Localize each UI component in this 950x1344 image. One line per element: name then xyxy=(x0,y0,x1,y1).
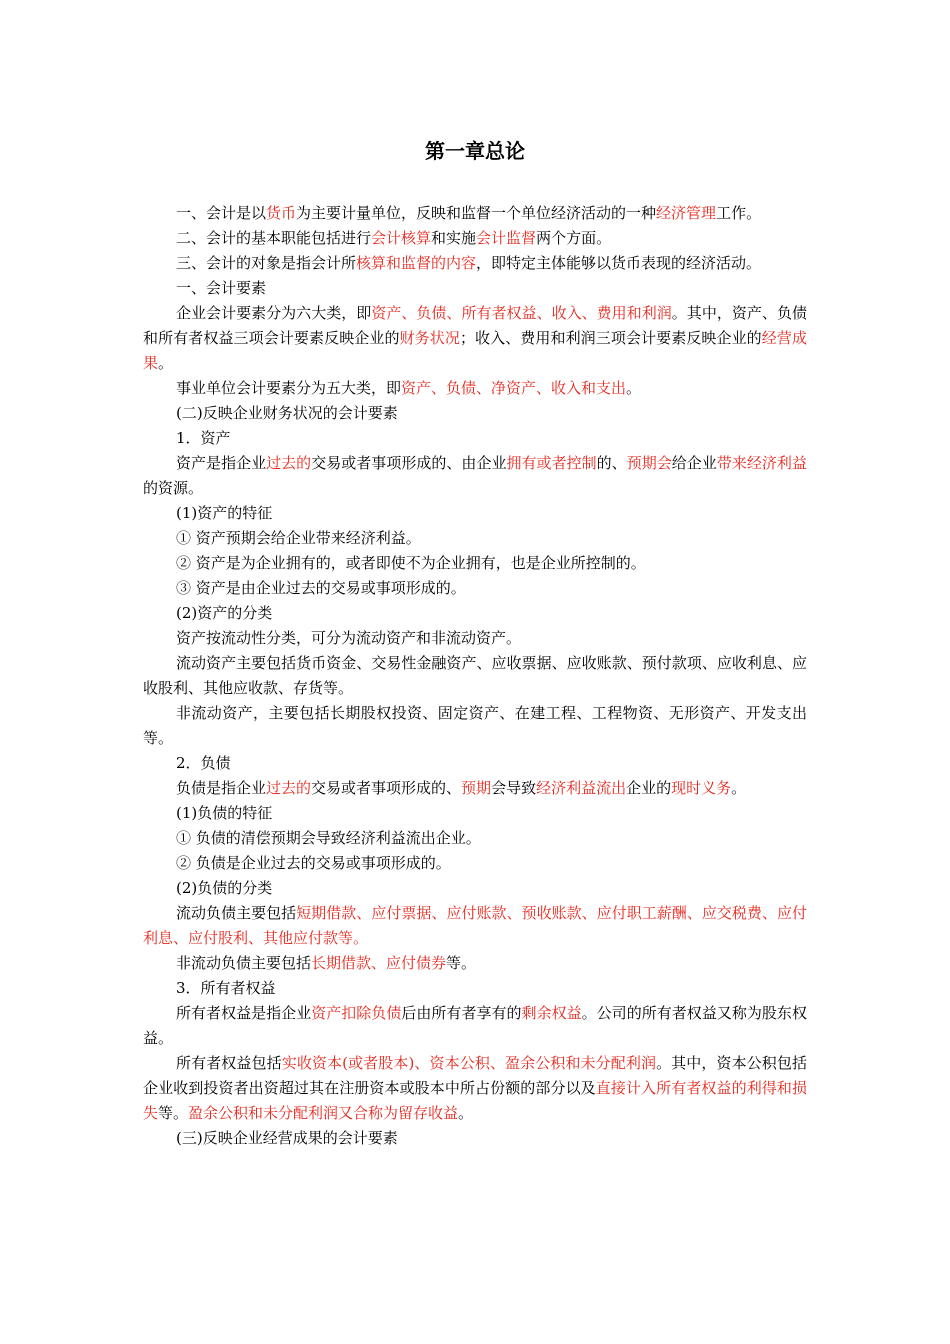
paragraph xyxy=(143,526,807,551)
paragraph xyxy=(143,651,807,701)
text-run: 。公司的所有者权益又称为股东权益。 xyxy=(143,1004,807,1047)
text-run: 两个方面。 xyxy=(536,229,612,247)
highlighted-text: 过去的 xyxy=(266,779,312,797)
highlighted-text: 盈余公积和未分配利润又合称为留存收益 xyxy=(188,1104,459,1122)
highlighted-text: 经济利益流出 xyxy=(536,779,627,797)
document-body xyxy=(143,201,807,1151)
text-run: 。其中，资产、负债和所有者权益三项会计要素反映企业的 xyxy=(143,304,807,347)
text-run: 。 xyxy=(731,779,747,797)
paragraph xyxy=(143,976,807,1001)
highlighted-text: 过去的 xyxy=(266,454,312,472)
highlighted-text: 现时义务 xyxy=(671,779,732,797)
text-run: ② 负债是企业过去的交易或事项形成的。 xyxy=(176,854,451,872)
highlighted-text: 实收资本(或者股本)、资本公积、盈余公积和未分配利润 xyxy=(281,1054,657,1072)
text-run: ② 资产是为企业拥有的，或者即使不为企业拥有，也是企业所控制的。 xyxy=(176,554,646,572)
paragraph xyxy=(143,226,807,251)
text-run: 后由所有者享有的 xyxy=(401,1004,522,1022)
highlighted-text: 直接计入所有者权益的利得和损失 xyxy=(143,1079,807,1122)
page-title: 第一章总论 xyxy=(425,139,525,163)
text-run: ，即特定主体能够以货币表现的经济活动。 xyxy=(476,254,762,272)
text-run: 三、会计的对象是指会计所 xyxy=(176,254,357,272)
paragraph xyxy=(143,601,807,626)
paragraph xyxy=(143,851,807,876)
paragraph xyxy=(143,951,807,976)
text-run: 和实施 xyxy=(431,229,477,247)
text-run: (1)负债的特征 xyxy=(176,804,273,822)
paragraph xyxy=(143,626,807,651)
highlighted-text: 资产、负债、所有者权益、收入、费用和利润 xyxy=(371,304,672,322)
text-run: 所有者权益包括 xyxy=(176,1054,282,1072)
highlighted-text: 会计监督 xyxy=(476,229,537,247)
text-run: ；收入、费用和利润三项会计要素反映企业的 xyxy=(459,329,762,347)
text-run: 二、会计的基本职能包括进行 xyxy=(176,229,372,247)
text-run: 一、会计要素 xyxy=(176,279,267,297)
text-run: (三)反映企业经营成果的会计要素 xyxy=(176,1129,398,1147)
paragraph xyxy=(143,426,807,451)
text-run: 2．负债 xyxy=(176,754,231,772)
paragraph xyxy=(143,301,807,376)
highlighted-text: 会计核算 xyxy=(371,229,432,247)
text-run: 为主要计量单位，反映和监督一个单位经济活动的一种 xyxy=(296,204,657,222)
paragraph xyxy=(143,1126,807,1151)
text-run: 所有者权益是指企业 xyxy=(176,1004,312,1022)
paragraph xyxy=(143,276,807,301)
text-run: 资产是指企业 xyxy=(176,454,267,472)
paragraph xyxy=(143,701,807,751)
text-run: 。 xyxy=(458,1104,474,1122)
text-run: 3．所有者权益 xyxy=(176,979,276,997)
paragraph xyxy=(143,751,807,776)
paragraph xyxy=(143,551,807,576)
text-run: 会导致 xyxy=(491,779,537,797)
text-run: 非流动负债主要包括 xyxy=(176,954,312,972)
paragraph xyxy=(143,401,807,426)
text-run: (2)资产的分类 xyxy=(176,604,273,622)
paragraph xyxy=(143,801,807,826)
text-run: 的、 xyxy=(596,454,627,472)
highlighted-text: 货币 xyxy=(266,204,297,222)
text-run: 等。 xyxy=(158,1104,189,1122)
text-run: 等。 xyxy=(446,954,477,972)
paragraph xyxy=(143,451,807,501)
paragraph xyxy=(143,251,807,276)
paragraph xyxy=(143,826,807,851)
text-run: (2)负债的分类 xyxy=(176,879,273,897)
text-run: 流动资产主要包括货币资金、交易性金融资产、应收票据、应收账款、预付款项、应收利息、应收股利、其他应收款、存货等。 xyxy=(143,654,807,697)
paragraph xyxy=(143,201,807,226)
highlighted-text: 剩余权益 xyxy=(521,1004,582,1022)
paragraph xyxy=(143,1051,807,1126)
text-run: 。 xyxy=(626,379,642,397)
text-run: 负债是指企业 xyxy=(176,779,267,797)
text-run: 交易或者事项形成的、 xyxy=(311,779,462,797)
text-run: 流动负债主要包括 xyxy=(176,904,297,922)
paragraph xyxy=(143,876,807,901)
paragraph xyxy=(143,1001,807,1051)
highlighted-text: 长期借款、应付债券 xyxy=(311,954,447,972)
paragraph xyxy=(143,901,807,951)
text-run: 企业的 xyxy=(626,779,672,797)
text-run: 一、会计是以 xyxy=(176,204,267,222)
highlighted-text: 经营成果 xyxy=(143,329,807,372)
text-run: ① 负债的清偿预期会导致经济利益流出企业。 xyxy=(176,829,481,847)
text-run: 资产按流动性分类，可分为流动资产和非流动资产。 xyxy=(176,629,522,647)
text-run: 给企业 xyxy=(671,454,717,472)
text-run: ① 资产预期会给企业带来经济利益。 xyxy=(176,529,421,547)
text-run: (二)反映企业财务状况的会计要素 xyxy=(176,404,398,422)
paragraph xyxy=(143,576,807,601)
text-run: 。 xyxy=(158,354,174,372)
highlighted-text: 预期会 xyxy=(626,454,672,472)
highlighted-text: 带来经济利益 xyxy=(716,454,807,472)
text-run: 非流动资产，主要包括长期股权投资、固定资产、在建工程、工程物资、无形资产、开发支出等。 xyxy=(143,704,807,747)
text-run: 。其中，资本公积包括企业收到投资者出资超过其在注册资本或股本中所占份额的部分以及 xyxy=(143,1054,807,1097)
text-run: 的资源。 xyxy=(143,479,204,497)
highlighted-text: 短期借款、应付票据、应付账款、预收账款、应付职工薪酬、应交税费、应付利息、应付股利、其他应付款等。 xyxy=(143,904,807,947)
paragraph xyxy=(143,776,807,801)
highlighted-text: 核算和监督的内容 xyxy=(356,254,477,272)
highlighted-text: 资产、负债、净资产、收入和支出 xyxy=(401,379,627,397)
text-run: 事业单位会计要素分为五大类，即 xyxy=(176,379,402,397)
text-run: 企业会计要素分为六大类，即 xyxy=(176,304,372,322)
text-run: 1．资产 xyxy=(176,429,231,447)
text-run: 工作。 xyxy=(716,204,762,222)
highlighted-text: 预期 xyxy=(461,779,492,797)
paragraph xyxy=(143,376,807,401)
highlighted-text: 拥有或者控制 xyxy=(506,454,597,472)
text-run: 交易或者事项形成的、由企业 xyxy=(311,454,507,472)
highlighted-text: 财务状况 xyxy=(399,329,460,347)
text-run: (1)资产的特征 xyxy=(176,504,273,522)
paragraph xyxy=(143,501,807,526)
highlighted-text: 资产扣除负债 xyxy=(311,1004,402,1022)
highlighted-text: 经济管理 xyxy=(656,204,717,222)
text-run: ③ 资产是由企业过去的交易或事项形成的。 xyxy=(176,579,466,597)
